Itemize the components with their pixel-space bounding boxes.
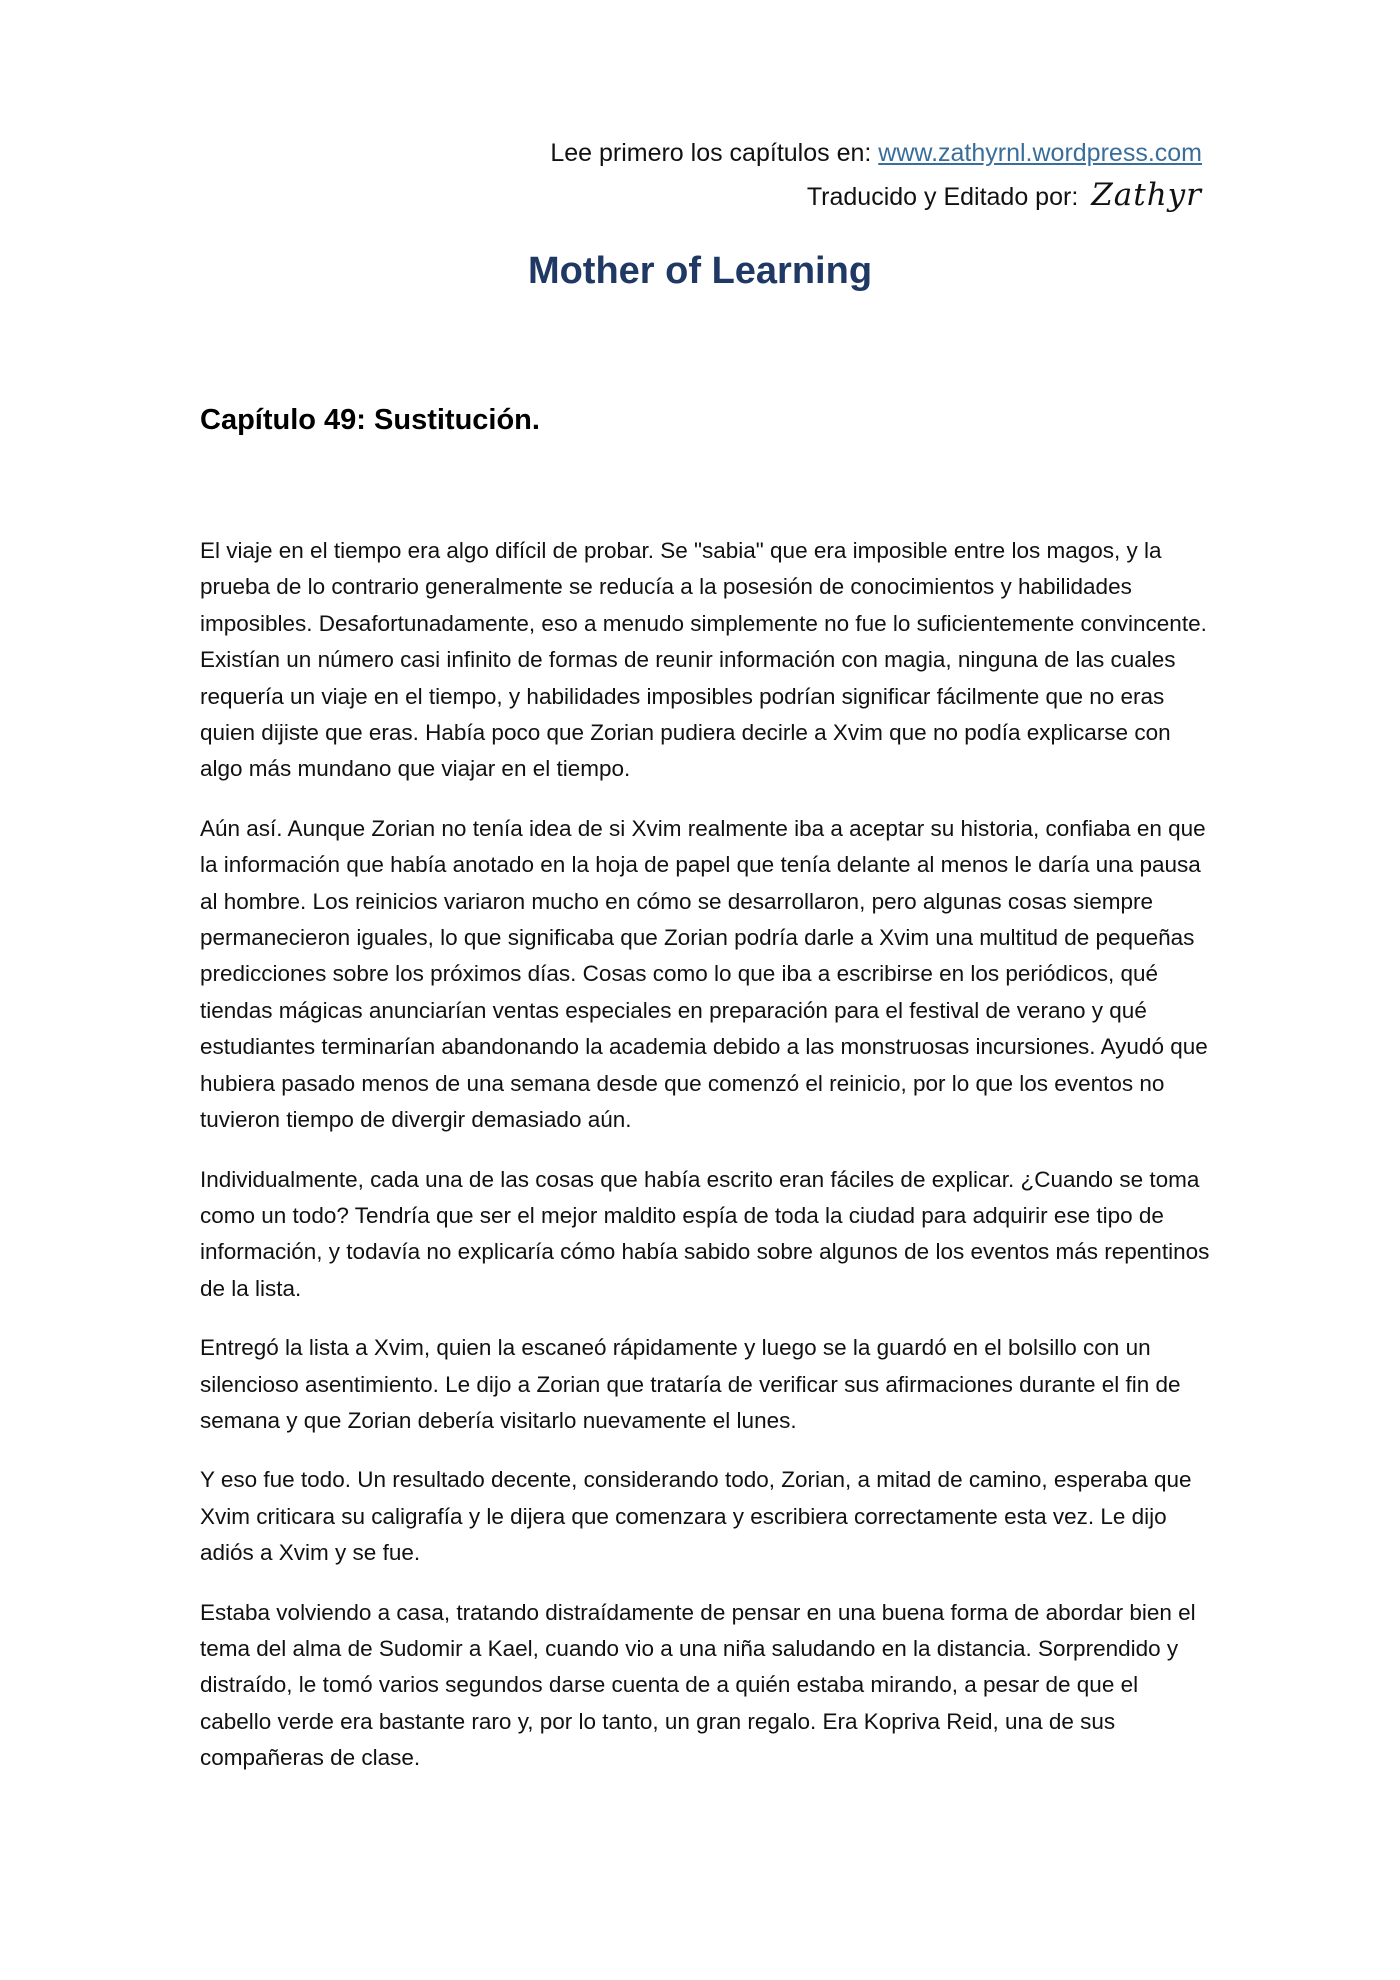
paragraph: Y eso fue todo. Un resultado decente, considerando todo, Zorian, a mitad de camino, esperaba que Xvim criticara su caligrafía y le dijera que comenzara y escribiera correctamente esta vez. Le dijo adiós a Xvim y se fue. xyxy=(200,1467,1192,1566)
paragraph: Estaba volviendo a casa, tratando distraídamente de pensar en una buena forma de abordar bien el tema del alma de Sudomir a Kael, cuando vio a una niña saludando en la distancia. Sorprendido y distraído, le tomó varios segundos darse cuenta de a quién estaba mirando, a pesar de que el cabello verde era bastante raro y, por lo tanto, un gran regalo. Era Kopriva Reid, una de sus compañeras de clase. xyxy=(200,1599,1196,1771)
paragraph: El viaje en el tiempo era algo difícil de probar. Se "sabia" que era imposible entre los magos, y la prueba de lo contrario generalmente se reducía a la posesión de conocimientos y habilidades imposibles. Desafortunadamente, eso a menudo simplemente no fue lo suficientemente convincente. Existían un número casi infinito de formas de reunir información con magia, ninguna de las cuales requería un viaje en el tiempo, y habilidades imposibles podrían significar fácilmente que no eras quien dijiste que eras. Había poco que Zorian pudiera decirle a Xvim que no podía explicarse con algo más mundano que viajar en el tiempo. xyxy=(200,538,1207,782)
book-title: Mother of Learning xyxy=(527,250,873,292)
paragraph: Individualmente, cada una de las cosas que había escrito eran fáciles de explicar. ¿Cuando se toma como un todo? Tendría que ser el mejor maldito espía de toda la ciudad para adquirir ese tipo de información, y todavía no explicaría cómo había sabido sobre algunos de los eventos más repentinos de la lista. xyxy=(200,1166,1210,1301)
editor-name: Zathyr xyxy=(1091,177,1202,213)
site-link[interactable]: www.zathyrnl.wordpress.com xyxy=(878,139,1202,167)
translated-label: Traducido y Editado por: xyxy=(806,183,1079,211)
paragraph: Aún así. Aunque Zorian no tenía idea de si Xvim realmente iba a aceptar su historia, confiaba en que la información que había anotado en la hoja de papel que tenía delante al menos le daría una pausa al hombre. Los reinicios variaron mucho en cómo se desarrollaron, pero algunas cosas siempre permanecieron iguales, lo que significaba que Zorian podría darle a Xvim una multitud de pequeñas predicciones sobre los próximos días. Cosas como lo que iba a escribirse en los periódicos, qué tiendas mágicas anunciarían ventas especiales en preparación para el festival de verano y qué estudiantes terminarían abandonando la academia debido a las monstruosas incursiones. Ayudó que hubiera pasado menos de una semana desde que comenzó el reinicio, por lo que los eventos no tuvieron tiempo de divergir demasiado aún. xyxy=(200,815,1208,1133)
read-first-label: Lee primero los capítulos en: xyxy=(550,139,872,167)
translator-line xyxy=(550,174,1202,218)
paragraph: Entregó la lista a Xvim, quien la escaneó rápidamente y luego se la guardó en el bolsillo con un silencioso asentimiento. Le dijo a Zorian que trataría de verificar sus afirmaciones durante el fin de semana y que Zorian debería visitarlo nuevamente el lunes. xyxy=(200,1335,1181,1433)
page-header xyxy=(550,132,1202,218)
chapter-title: Capítulo 49: Sustitución. xyxy=(200,404,540,436)
chapter-body xyxy=(200,533,1210,1800)
read-first-line xyxy=(550,132,1202,174)
